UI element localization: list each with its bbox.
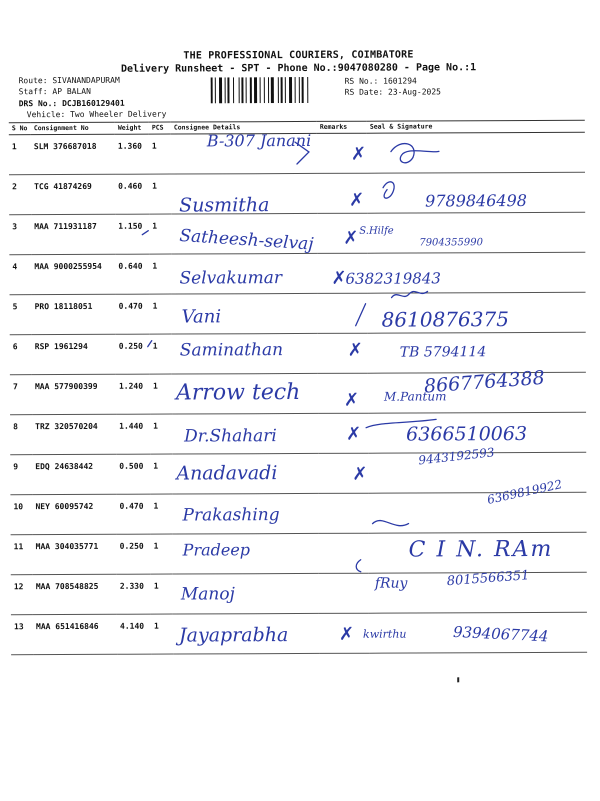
row-pcs: 1 (151, 534, 173, 574)
barcode-bar (250, 77, 252, 103)
handwritten-name-3: Satheesh-selvaj (178, 225, 315, 255)
row-remarks (318, 493, 368, 533)
handwritten-name-5: Vani (181, 306, 222, 328)
handwritten-name-8: Dr.Shahari (184, 426, 277, 447)
barcode-bar (227, 77, 229, 103)
barcode-bar (211, 77, 213, 103)
handwritten-name-11: Pradeep (182, 540, 251, 560)
row-sno: 6 (10, 335, 32, 375)
drs-number: DRS No.: DCJB160129401 (18, 98, 125, 109)
barcode-bar (278, 77, 279, 103)
row-sno: 11 (11, 535, 33, 575)
row-consignment: MAA 711931187 (31, 214, 115, 254)
col-header-pcs: PCS (149, 122, 171, 134)
row-weight: 0.500 (116, 454, 150, 494)
barcode-bar (271, 77, 274, 103)
tick-mark-6: ✗ (347, 339, 363, 361)
row-consignment: MAA 9000255954 (31, 254, 115, 294)
row-weight: 4.140 (117, 614, 151, 654)
row-weight: 0.250 (116, 334, 150, 374)
col-header-sno: S No (9, 123, 31, 135)
rs-date: RS Date: 23-Aug-2025 (344, 87, 442, 97)
row-remarks (318, 293, 368, 333)
signature-13: kwirthu (362, 627, 407, 641)
stray-dot (457, 677, 459, 682)
company-title: THE PROFESSIONAL COURIERS, COIMBATORE (183, 49, 414, 62)
barcode-bar (299, 77, 300, 103)
barcode-bar (281, 77, 283, 103)
staff-label: Staff: AP BALAN (18, 86, 91, 97)
barcode-bar (233, 77, 234, 103)
col-header-consignment: Consignment No (31, 122, 115, 134)
barcode-bar (268, 77, 269, 103)
tick-mark-7: ✗ (343, 389, 360, 411)
row-sno: 12 (11, 575, 33, 615)
signature-6: TB 5794114 (399, 344, 487, 361)
barcode-bar (260, 77, 261, 103)
tick-mark-2: ✗ (349, 189, 365, 211)
row-sno: 5 (10, 295, 32, 335)
vehicle-label: Vehicle: Two Wheeler Delivery (26, 109, 167, 120)
signature-7: M.Pantum (383, 389, 447, 404)
handwritten-name-2: Susmitha (179, 194, 270, 217)
row-seal (368, 492, 586, 533)
row-sno: 7 (10, 375, 32, 415)
barcode-bar (295, 77, 296, 103)
table-row (10, 452, 586, 495)
handwritten-name-12: Manoj (180, 584, 235, 605)
row-pcs: 1 (149, 254, 171, 294)
row-consignment: TRZ 320570204 (32, 414, 116, 454)
barcode-bar (264, 77, 265, 103)
barcode-bar (241, 77, 243, 103)
row-pcs: 1 (150, 414, 172, 454)
col-header-remarks: Remarks (317, 121, 367, 133)
row-sno: 8 (10, 415, 32, 455)
col-header-seal: Seal & Signature (367, 120, 585, 133)
row-consignment: TCG 41874269 (31, 174, 115, 214)
barcode (211, 77, 339, 104)
runsheet-subtitle: Delivery Runsheet - SPT - Phone No.:9047080280 - Page No.:1 (120, 62, 477, 75)
phone-3: 7904355990 (419, 237, 483, 249)
row-sno: 10 (10, 495, 32, 535)
row-weight: 2.330 (117, 574, 151, 614)
row-pcs: 1 (151, 614, 173, 654)
row-weight: 0.640 (115, 254, 149, 294)
phone-5: 8610876375 (381, 307, 509, 332)
row-sno: 4 (9, 255, 31, 295)
row-consignment: NEY 60095742 (32, 494, 116, 534)
row-remarks (319, 533, 369, 573)
row-sno: 9 (10, 455, 32, 495)
handwritten-name-6: Saminathan (179, 340, 284, 361)
handwritten-name-10: Prakashing (182, 505, 280, 526)
row-pcs: 1 (149, 134, 171, 174)
row-sno: 2 (9, 175, 31, 215)
tick-mark-4: ✗ (331, 267, 347, 289)
row-pcs: 1 (150, 454, 172, 494)
phone-13: 9394067744 (452, 622, 549, 646)
row-weight: 0.250 (117, 534, 151, 574)
barcode-bar (239, 77, 240, 103)
row-weight: 1.150 (115, 214, 149, 254)
col-header-weight: Weight (115, 122, 149, 134)
row-consignment: MAA 708548825 (33, 574, 117, 614)
barcode-bar (289, 77, 292, 103)
phone-12: 8015566351 (446, 568, 530, 590)
row-pcs: 1 (149, 214, 171, 254)
phone-9: 9443192593 (417, 445, 496, 468)
row-seal (367, 132, 585, 173)
row-weight: 1.440 (116, 414, 150, 454)
row-pcs: 1 (150, 494, 172, 534)
barcode-bar (215, 77, 216, 103)
signature-12: fRuy (374, 575, 408, 592)
row-consignment: SLM 376687018 (31, 134, 115, 174)
phone-2: 9789846498 (425, 191, 527, 211)
row-weight: 1.360 (115, 134, 149, 174)
handwritten-name-7: Arrow tech (175, 379, 301, 406)
row-pcs: 1 (150, 334, 172, 374)
row-consignment: RSP 1961294 (32, 334, 116, 374)
row-remarks (318, 373, 368, 413)
tick-mark-9: ✗ (352, 463, 368, 485)
row-pcs: 1 (150, 294, 172, 334)
row-pcs: 1 (149, 174, 171, 214)
phone-10: 6369819922 (485, 477, 564, 507)
phone-4: 6382319843 (345, 269, 441, 288)
phone-8: 6366510063 (406, 423, 528, 446)
tick-mark-1: ✗ (350, 143, 367, 165)
row-sno: 3 (9, 215, 31, 255)
tick-mark-13: ✗ (338, 623, 355, 645)
row-sno: 13 (11, 615, 33, 655)
row-weight: 0.470 (116, 494, 150, 534)
row-consignment: MAA 304035771 (33, 534, 117, 574)
barcode-bar (307, 77, 308, 103)
table-row (10, 332, 586, 375)
barcode-bar (302, 77, 304, 103)
signature-11: C I N. RAm (408, 536, 554, 563)
rs-number: RS No.: 1601294 (344, 76, 417, 86)
barcode-bar (285, 77, 286, 103)
table-row (9, 252, 585, 295)
row-weight: 0.460 (115, 174, 149, 214)
row-consignment: PRO 18118051 (32, 294, 116, 334)
handwritten-name-4: Selvakumar (179, 268, 283, 289)
row-pcs: 1 (151, 574, 173, 614)
signature-3: S.Hilfe (359, 225, 394, 237)
col-header-consignee: Consignee Details (171, 121, 317, 134)
barcode-bar (246, 77, 247, 103)
route-label: Route: SIVANANDAPURAM (18, 75, 120, 86)
barcode-bar (225, 77, 226, 103)
phone-7: 8667764388 (423, 366, 546, 398)
row-consignment: MAA 577900399 (32, 374, 116, 414)
tick-mark-3: ✗ (343, 227, 359, 249)
handwritten-name-9: Anadavadi (176, 462, 278, 485)
handwritten-name-1: B-307 Janani (206, 130, 312, 151)
row-weight: 0.470 (116, 294, 150, 334)
row-pcs: 1 (150, 374, 172, 414)
tick-mark-8: ✗ (346, 423, 362, 445)
barcode-bar (254, 77, 257, 103)
row-sno: 1 (9, 135, 31, 175)
row-remarks (319, 573, 369, 613)
barcode-bar (219, 77, 222, 103)
row-consignment: MAA 651416846 (33, 614, 117, 654)
row-weight: 1.240 (116, 374, 150, 414)
handwritten-name-13: Jayaprabha (178, 624, 289, 647)
row-consignment: EDQ 24638442 (32, 454, 116, 494)
